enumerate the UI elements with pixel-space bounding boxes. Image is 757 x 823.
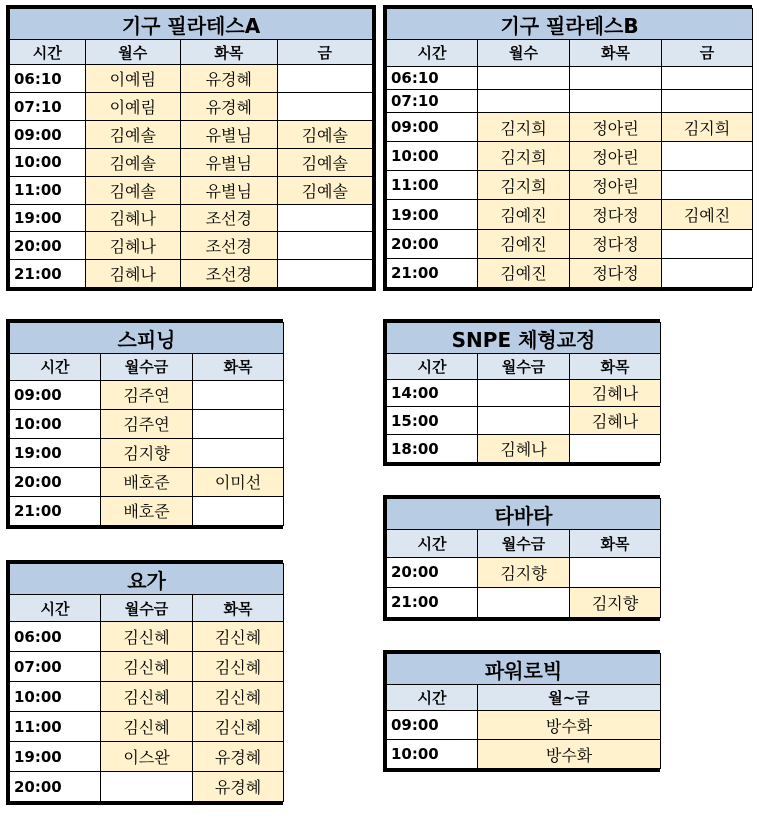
table-row <box>10 682 284 712</box>
instructor-cell: 김신혜 <box>193 652 284 682</box>
empty-cell <box>277 260 372 288</box>
empty-cell <box>478 89 570 112</box>
table-row <box>10 409 284 438</box>
column-header: 화목 <box>193 354 284 381</box>
instructor-cell: 김예솔 <box>277 176 372 204</box>
empty-cell <box>277 65 372 93</box>
table-row <box>10 467 284 496</box>
time-cell: 09:00 <box>10 380 101 409</box>
table-row <box>387 200 753 229</box>
time-cell: 21:00 <box>10 496 101 525</box>
time-cell: 14:00 <box>387 379 478 407</box>
instructor-cell: 조선경 <box>181 260 278 288</box>
table-title: SNPE 체형교정 <box>387 323 661 354</box>
table-row <box>10 260 373 288</box>
time-cell: 21:00 <box>387 587 478 617</box>
column-header: 월수금 <box>101 595 193 622</box>
instructor-cell: 이미선 <box>193 467 284 496</box>
empty-cell <box>478 407 570 435</box>
instructor-cell: 김신혜 <box>193 682 284 712</box>
table-snpe <box>383 319 660 466</box>
instructor-cell: 김지향 <box>101 438 193 467</box>
table-row <box>387 407 661 435</box>
empty-cell <box>662 171 753 200</box>
column-header: 화목 <box>570 354 661 380</box>
empty-cell <box>193 380 284 409</box>
time-cell: 10:00 <box>10 682 101 712</box>
time-cell: 07:10 <box>387 89 478 112</box>
empty-cell <box>478 379 570 407</box>
instructor-cell: 김혜나 <box>85 260 180 288</box>
column-header: 월수 <box>478 40 570 67</box>
time-cell: 20:00 <box>387 229 478 258</box>
instructor-cell: 유경혜 <box>193 742 284 772</box>
table-row <box>387 711 661 740</box>
instructor-cell: 배호준 <box>101 467 193 496</box>
table-row <box>10 380 284 409</box>
instructor-cell: 김신혜 <box>101 712 193 742</box>
time-cell: 19:00 <box>10 742 101 772</box>
table-spinning <box>6 319 283 529</box>
empty-cell <box>662 229 753 258</box>
time-cell: 09:00 <box>387 112 478 141</box>
instructor-cell: 김혜나 <box>570 407 661 435</box>
time-cell: 11:00 <box>387 171 478 200</box>
time-cell: 09:00 <box>10 121 86 149</box>
time-cell: 20:00 <box>10 772 101 802</box>
empty-cell <box>570 66 662 89</box>
instructor-cell: 정아린 <box>570 112 662 141</box>
instructor-cell: 김예솔 <box>277 121 372 149</box>
table-row <box>387 89 753 112</box>
column-header: 월수 <box>85 40 180 65</box>
column-header: 금 <box>277 40 372 65</box>
instructor-cell: 김신혜 <box>101 652 193 682</box>
table-row <box>387 557 661 587</box>
time-cell: 21:00 <box>387 258 478 287</box>
empty-cell <box>570 435 661 463</box>
table-row <box>10 93 373 121</box>
instructor-cell: 김예솔 <box>85 148 180 176</box>
instructor-cell: 김혜나 <box>570 379 661 407</box>
column-header: 화목 <box>193 595 284 622</box>
time-cell: 07:10 <box>10 93 86 121</box>
table-row <box>10 652 284 682</box>
instructor-cell: 이예림 <box>85 65 180 93</box>
instructor-cell: 김지희 <box>478 112 570 141</box>
empty-cell <box>193 438 284 467</box>
column-header: 화목 <box>570 40 662 67</box>
table-powerrobic <box>383 650 660 772</box>
table-row <box>10 622 284 652</box>
instructor-cell: 김혜나 <box>478 435 570 463</box>
column-header: 월~금 <box>478 685 661 711</box>
instructor-cell: 조선경 <box>181 232 278 260</box>
instructor-cell: 김신혜 <box>193 712 284 742</box>
time-cell: 07:00 <box>10 652 101 682</box>
column-header: 시간 <box>10 354 101 381</box>
instructor-cell: 방수화 <box>478 711 661 740</box>
instructor-cell: 정다정 <box>570 258 662 287</box>
empty-cell <box>662 89 753 112</box>
column-header: 시간 <box>387 530 478 558</box>
empty-cell <box>193 409 284 438</box>
instructor-cell: 유별님 <box>181 176 278 204</box>
column-header: 화목 <box>181 40 278 65</box>
table-row <box>10 742 284 772</box>
table-title: 타바타 <box>387 499 661 530</box>
time-cell: 11:00 <box>10 712 101 742</box>
table-row <box>10 772 284 802</box>
instructor-cell: 배호준 <box>101 496 193 525</box>
table-row <box>387 258 753 287</box>
column-header: 화목 <box>570 530 661 558</box>
instructor-cell: 김주연 <box>101 409 193 438</box>
time-cell: 06:10 <box>387 66 478 89</box>
table-title: 요가 <box>10 564 284 595</box>
table-row <box>10 65 373 93</box>
table-row <box>387 435 661 463</box>
empty-cell <box>570 89 662 112</box>
instructor-cell: 김신혜 <box>101 622 193 652</box>
instructor-cell: 김예솔 <box>85 121 180 149</box>
table-row <box>10 148 373 176</box>
empty-cell <box>662 142 753 171</box>
time-cell: 20:00 <box>387 557 478 587</box>
empty-cell <box>277 93 372 121</box>
instructor-cell: 유경혜 <box>193 772 284 802</box>
time-cell: 10:00 <box>10 409 101 438</box>
time-cell: 06:10 <box>10 65 86 93</box>
empty-cell <box>570 557 661 587</box>
column-header: 금 <box>662 40 753 67</box>
instructor-cell: 김혜나 <box>85 204 180 232</box>
time-cell: 11:00 <box>10 176 86 204</box>
empty-cell <box>662 66 753 89</box>
time-cell: 10:00 <box>387 142 478 171</box>
column-header: 시간 <box>10 595 101 622</box>
table-row <box>10 712 284 742</box>
table-row <box>10 438 284 467</box>
time-cell: 06:00 <box>10 622 101 652</box>
table-title: 스피닝 <box>10 323 284 354</box>
table-row <box>387 229 753 258</box>
empty-cell <box>478 66 570 89</box>
table-row <box>10 176 373 204</box>
time-cell: 18:00 <box>387 435 478 463</box>
table-row <box>387 112 753 141</box>
table-tabata <box>383 495 660 621</box>
instructor-cell: 정아린 <box>570 142 662 171</box>
instructor-cell: 조선경 <box>181 204 278 232</box>
column-header: 시간 <box>10 40 86 65</box>
instructor-cell: 김예진 <box>478 229 570 258</box>
time-cell: 09:00 <box>387 711 478 740</box>
table-row <box>10 496 284 525</box>
table-row <box>387 171 753 200</box>
empty-cell <box>193 496 284 525</box>
column-header: 시간 <box>387 40 478 67</box>
empty-cell <box>277 204 372 232</box>
instructor-cell: 김지희 <box>478 142 570 171</box>
instructor-cell: 유경혜 <box>181 65 278 93</box>
time-cell: 10:00 <box>387 740 478 769</box>
instructor-cell: 김예진 <box>478 258 570 287</box>
empty-cell <box>101 772 193 802</box>
column-header: 월수금 <box>478 530 570 558</box>
table-yoga <box>6 560 283 805</box>
table-pilates-a <box>6 5 376 291</box>
column-header: 시간 <box>387 685 478 711</box>
time-cell: 19:00 <box>10 438 101 467</box>
time-cell: 19:00 <box>387 200 478 229</box>
time-cell: 20:00 <box>10 232 86 260</box>
table-title: 기구 필라테스A <box>10 9 373 40</box>
table-row <box>387 587 661 617</box>
instructor-cell: 유별님 <box>181 121 278 149</box>
table-title: 기구 필라테스B <box>387 9 753 40</box>
instructor-cell: 정아린 <box>570 171 662 200</box>
column-header: 시간 <box>387 354 478 380</box>
empty-cell <box>662 258 753 287</box>
instructor-cell: 김지향 <box>570 587 661 617</box>
instructor-cell: 김지희 <box>478 171 570 200</box>
time-cell: 10:00 <box>10 148 86 176</box>
instructor-cell: 김신혜 <box>101 682 193 712</box>
instructor-cell: 김예솔 <box>85 176 180 204</box>
table-row <box>10 204 373 232</box>
time-cell: 19:00 <box>10 204 86 232</box>
instructor-cell: 방수화 <box>478 740 661 769</box>
table-row <box>387 142 753 171</box>
time-cell: 15:00 <box>387 407 478 435</box>
table-pilates-b <box>383 5 752 291</box>
table-row <box>10 232 373 260</box>
time-cell: 20:00 <box>10 467 101 496</box>
column-header: 월수금 <box>101 354 193 381</box>
table-row <box>387 740 661 769</box>
empty-cell <box>277 232 372 260</box>
table-row <box>387 66 753 89</box>
instructor-cell: 김지희 <box>662 112 753 141</box>
table-row <box>387 379 661 407</box>
instructor-cell: 김신혜 <box>193 622 284 652</box>
table-title: 파워로빅 <box>387 654 661 685</box>
time-cell: 21:00 <box>10 260 86 288</box>
instructor-cell: 유경혜 <box>181 93 278 121</box>
table-row <box>10 121 373 149</box>
instructor-cell: 정다정 <box>570 200 662 229</box>
instructor-cell: 김지향 <box>478 557 570 587</box>
instructor-cell: 김예진 <box>478 200 570 229</box>
instructor-cell: 김혜나 <box>85 232 180 260</box>
instructor-cell: 이예림 <box>85 93 180 121</box>
instructor-cell: 김예솔 <box>277 148 372 176</box>
instructor-cell: 정다정 <box>570 229 662 258</box>
instructor-cell: 김주연 <box>101 380 193 409</box>
instructor-cell: 이스완 <box>101 742 193 772</box>
instructor-cell: 김예진 <box>662 200 753 229</box>
empty-cell <box>478 587 570 617</box>
column-header: 월수금 <box>478 354 570 380</box>
instructor-cell: 유별님 <box>181 148 278 176</box>
